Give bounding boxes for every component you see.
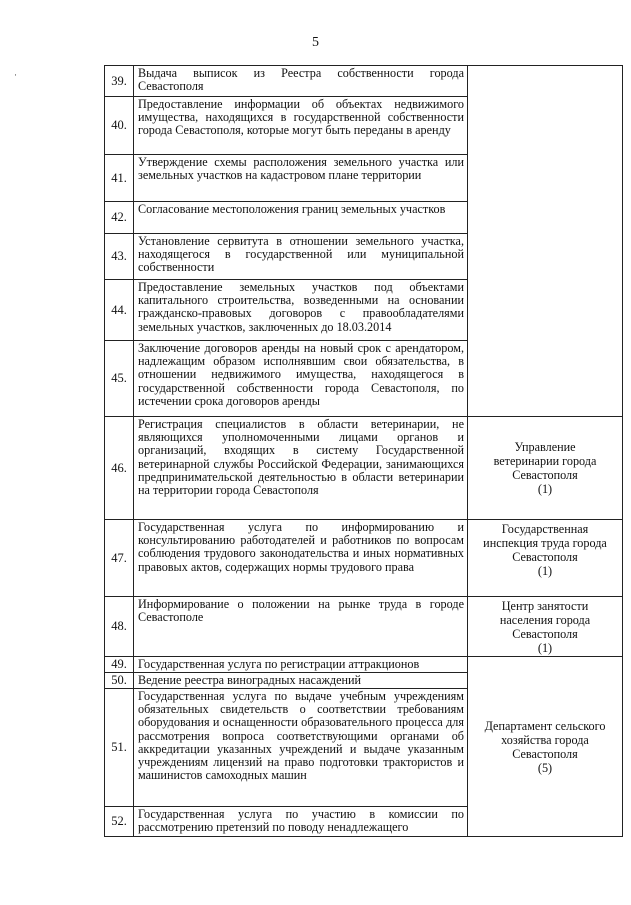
service-description: Регистрация специалистов в области ветеринарии, не являющихся уполномоченными лицами органов и организаций, входящих в систему Государственной ветеринарной службы Российской Федерации, занимающихся предпринимательской деятельностью в области ветеринарии на территории города Севастополя — [134, 417, 468, 520]
service-description: Государственная услуга по регистрации аттракционов — [134, 657, 468, 673]
row-number: 41. — [105, 155, 134, 202]
row-number: 42. — [105, 202, 134, 234]
row-number: 45. — [105, 341, 134, 417]
service-description: Государственная услуга по выдаче учебным учреждениям обязательных свидетельств о соответствии требованиям оборудования и оснащенности образовательного процесса для рассмотрения вопроса соответствующими органами об аккредитации указанных учреждений и выдаче указанным учреждениям лицензий на право подготовки трактористов и машинистов самоходных машин — [134, 689, 468, 807]
org-count: (5) — [537, 760, 553, 775]
table-row — [105, 66, 623, 97]
row-number: 46. — [105, 417, 134, 520]
org-name-line: хозяйства города — [501, 732, 589, 747]
row-number: 50. — [105, 673, 134, 689]
org-name-line: ветеринарии города — [493, 454, 597, 468]
org-name-line: Севастополя — [512, 550, 578, 564]
org-name-line: инспекция труда города — [483, 536, 607, 550]
row-number: 48. — [105, 597, 134, 657]
service-description: Информирование о положении на рынке труда в городе Севастополе — [134, 597, 468, 657]
service-description: Государственная услуга по информированию и консультированию работодателей и работников по вопросам соблюдения трудового законодательства и иных нормативных правовых актов, содержащих нормы трудового права — [134, 520, 468, 597]
service-description: Заключение договоров аренды на новый срок с арендатором, надлежащим образом исполнявшим свои обязательства, в отношении недвижимого имущества, находящегося в государственной собственности города Севастополя, по истечении срока договоров аренды — [134, 341, 468, 417]
row-number: 40. — [105, 97, 134, 155]
table-row — [105, 520, 623, 597]
service-description: Предоставление земельных участков под объектами капитального строительства, возведенными на основании гражданско-правовых договоров с правообладателями земельных участков, заключенных до 18.03.2014 — [134, 280, 468, 341]
table-row — [105, 657, 623, 673]
row-number: 44. — [105, 280, 134, 341]
org-count: (1) — [537, 640, 553, 655]
service-description: Государственная услуга по участию в комиссии по рассмотрению претензий по поводу ненадлежащего — [134, 807, 468, 837]
service-description: Установление сервитута в отношении земельного участка, находящегося в государственной или муниципальной собственности — [134, 234, 468, 280]
service-description: Предоставление информации об объектах недвижимого имущества, находящихся в государственной собственности города Севастополя, которые могут быть переданы в аренду — [134, 97, 468, 155]
row-number: 47. — [105, 520, 134, 597]
org-name-line: Государственная — [501, 522, 589, 536]
org-name-line: Центр занятости — [501, 598, 589, 613]
org-employment — [468, 597, 623, 657]
org-agriculture — [468, 657, 623, 837]
page-number: 5 — [312, 35, 319, 50]
org-count: (1) — [537, 482, 553, 496]
services-table — [104, 65, 623, 837]
org-veterinary — [468, 417, 623, 520]
org-name-line: Управление — [514, 440, 576, 454]
org-name-line: Севастополя — [512, 468, 578, 482]
service-description: Ведение реестра виноградных насаждений — [134, 673, 468, 689]
row-number: 49. — [105, 657, 134, 673]
org-name-line: Севастополя — [512, 626, 578, 641]
service-description: Выдача выписок из Реестра собственности города Севастополя — [134, 66, 468, 97]
row-number: 52. — [105, 807, 134, 837]
org-count: (1) — [537, 564, 553, 578]
row-number: 51. — [105, 689, 134, 807]
org-labor-inspection — [468, 520, 623, 597]
org-name-line: Департамент сельского — [484, 718, 606, 733]
org-name-line: Севастополя — [512, 746, 578, 761]
margin-mark: · — [14, 70, 17, 80]
table-row — [105, 417, 623, 520]
service-description: Утверждение схемы расположения земельного участка или земельных участков на кадастровом плане территории — [134, 155, 468, 202]
table-row — [105, 597, 623, 657]
row-number: 39. — [105, 66, 134, 97]
org-cell-empty — [468, 66, 623, 417]
org-name-line: населения города — [499, 612, 591, 627]
row-number: 43. — [105, 234, 134, 280]
service-description: Согласование местоположения границ земельных участков — [134, 202, 468, 234]
